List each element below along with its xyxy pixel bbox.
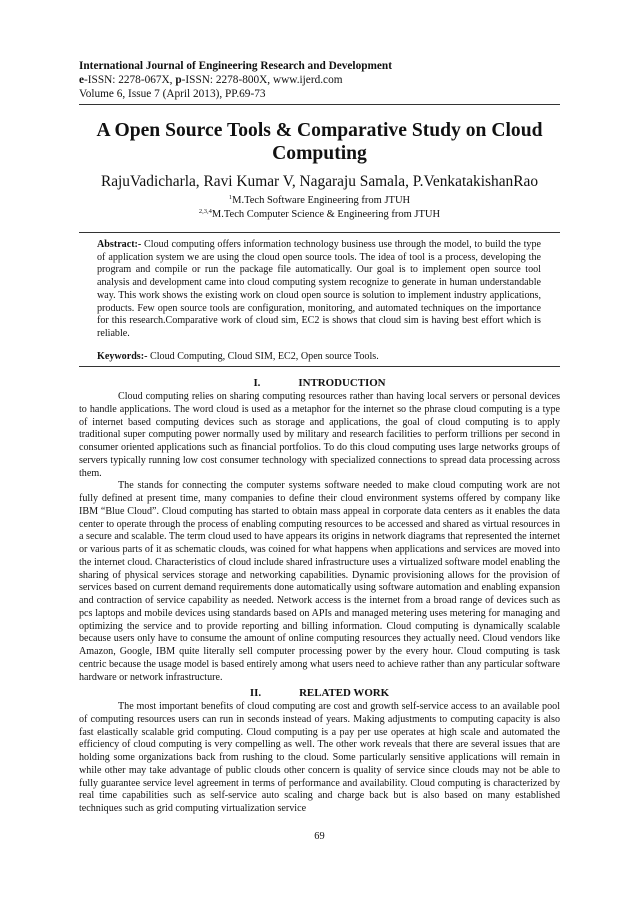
section-heading-related-work (79, 687, 560, 700)
journal-volume: Volume 6, Issue 7 (April 2013), PP.69-73 (79, 88, 266, 101)
paragraph: The most important benefits of cloud computing are cost and growth self-service access to an available pool of computing resources users can run in seconds instead of years. Making adjustments to computing capacity is also fast elastically scalable grid computing. Cloud computing is a pay per use operates at high scale and automated the efficiency of cloud computing is very compelling as well. The other work reveals that there are several issues that are holding some organizations back from rushing to the cloud. Some particularly sensitive applications will remain in while other may take advantage of public clouds other concern is quality of service since clouds may not be able to fully guarantee service level agreement in terms of performance and availability. Cloud computing is characterized by real time capabilities such as self-service auto scaling and charge back but is also based on many established techniques such as grid computing virtualization service (79, 701, 560, 814)
paper-authors: RajuVadicharla, Ravi Kumar V, Nagaraju Samala, P.VenkatakishanRao (100, 173, 539, 190)
keywords (97, 351, 541, 364)
keywords-label: Keywords:- (97, 351, 148, 362)
abstract-label: Abstract:- (97, 239, 142, 250)
eissn-label: e (79, 74, 85, 87)
affiliation-1 (79, 194, 560, 207)
affiliation-1-mark: 1 (228, 194, 233, 201)
section-number: I. (253, 377, 261, 389)
section-number: II. (249, 687, 262, 699)
page-number: 69 (314, 831, 325, 842)
pissn-value: -ISSN: 2278-800X, www.ijerd.com (181, 74, 343, 87)
journal-name: International Journal of Engineering Research and Development (79, 60, 392, 72)
header-rule (79, 104, 560, 105)
abstract (97, 239, 541, 341)
pissn-label: p (175, 74, 182, 87)
section-body-related-work (79, 701, 560, 816)
section-title: RELATED WORK (299, 687, 390, 699)
keywords-text: Cloud Computing, Cloud SIM, EC2, Open source Tools. (147, 351, 379, 362)
journal-issn (79, 73, 392, 87)
section-heading-introduction (79, 377, 560, 390)
abstract-top-rule (79, 232, 560, 233)
affiliation-2 (79, 208, 560, 221)
affiliation-1-text: M.Tech Software Engineering from JTUH (232, 195, 411, 206)
paper-title: A Open Source Tools & Comparative Study on Cloud Computing (96, 120, 543, 164)
affiliation-2-text: M.Tech Computer Science & Engineering from JTUH (211, 209, 441, 220)
abstract-bottom-rule (79, 366, 560, 367)
abstract-text: Cloud computing offers information technology business use through the model, to build the type of application system we are using the cloud open source tools. The idea of tool is a process, developing the program and compile or run the package file automatically. Our goal is to implement open source tool analysis and development came into cloud computing system recognize to generate in human understandable way. This work shows the existing work on cloud open source is solution to implement industry applications, products. Few open source tools are configuration, monitoring, and automated techniques on the importance for this research.Comparative work of cloud sim, EC2 is shows that cloud sim is having best effort which is reliable. (97, 239, 541, 340)
section-title: INTRODUCTION (298, 377, 386, 389)
paragraph: Cloud computing relies on sharing computing resources rather than having local servers or personal devices to handle applications. The word cloud is used as a metaphor for the internet so the phrase cloud computing is a type of internet based computing devices such as storage and applications, the goal of cloud computing is to apply traditional super computing power normally used by military and research facilities to perform trillions per second in consumer oriented applications such as financial portfolios. To do this cloud computing uses large networks groups of servers typically running low cost consumer technology with specialized connections to spread data processing across them. (79, 391, 560, 479)
paragraph: The stands for connecting the computer systems software needed to make cloud computing work are not fully defined at present time, many companies to define their cloud environment systems offered by company like IBM “Blue Cloud”. Cloud computing has started to obtain mass appeal in corporate data centers as it enables the data center to operate through the process of enabling computing resources to be accessed and shared as virtual resources in a secure and scalable. The term cloud used to have appears its origins in network diagrams that represented the internet or various parts of it as schematic clouds, was coined for what happens when applications and services are moved into the internet cloud. Characteristics of cloud include shared infrastructure uses a virtualized software model enabling the sharing of physical services storage and networking capabilities. Dynamic provisioning allows for the provision of services based on current demand requirements done automatically using software automation and enabling expansion and contraction of service capability as needed. Network access is the internet from a broad range of devices such as pcs laptops and mobile devices using standards based on APIs and managed metering uses metering for managing and optimizing the service and to provide reporting and billing information. Cloud computing is dynamically scalable because users only have to consume the amount of online computing resources they actually need. Cloud vendors like Amazon, Google, IBM quite literally sell computer processing power by the every hour. Cloud computing is task centric because the usage model is based entirely among what users need to achieve rather than any particular software hardware or network infrastructure. (79, 480, 560, 683)
affiliation-2-mark: 2,3,4 (198, 208, 212, 215)
eissn-value: -ISSN: 2278-067X, (84, 74, 176, 87)
journal-header (79, 59, 392, 102)
section-body-introduction (79, 391, 560, 684)
